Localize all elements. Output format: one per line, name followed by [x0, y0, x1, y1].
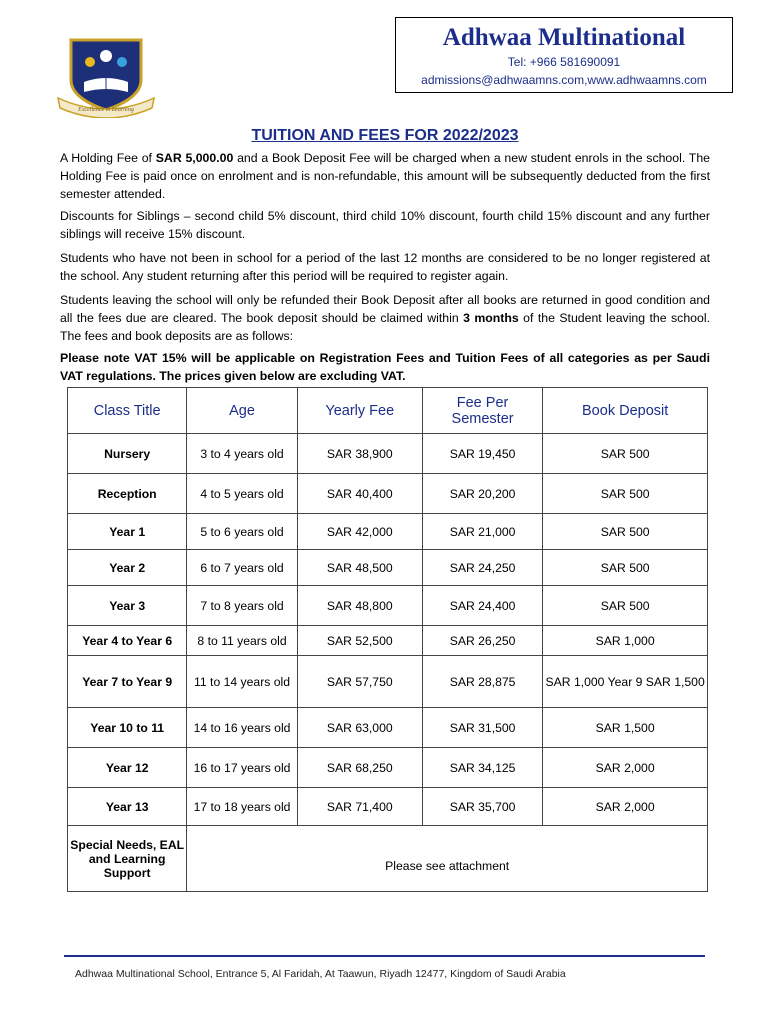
email-website[interactable]: admissions@adhwaamns.com,www.adhwaamns.com	[421, 73, 707, 87]
contact-box	[395, 17, 733, 93]
book-deposit-cell: SAR 500	[543, 586, 708, 626]
header-fee-per-semester: Fee Per Semester	[422, 388, 542, 434]
table-row	[68, 514, 708, 550]
class-title-cell: Reception	[68, 474, 187, 514]
class-title-cell: Year 3	[68, 586, 187, 626]
semester-fee-cell: SAR 28,875	[422, 656, 542, 708]
table-row	[68, 748, 708, 788]
header-class-title: Class Title	[68, 388, 187, 434]
table-row	[68, 708, 708, 748]
vat-note: Please note VAT 15% will be applicable on Registration Fees and Tuition Fees of all categories as per Saudi VAT regulations. The prices given below are excluding VAT.	[60, 351, 710, 383]
yearly-fee-cell: SAR 63,000	[297, 708, 422, 748]
table-row	[68, 550, 708, 586]
semester-fee-cell: SAR 24,400	[422, 586, 542, 626]
logo-motto: Excellence in Learning	[78, 107, 134, 113]
age-cell: 6 to 7 years old	[187, 550, 297, 586]
semester-fee-cell: SAR 26,250	[422, 626, 542, 656]
class-title-cell: Year 10 to 11	[68, 708, 187, 748]
special-needs-row	[68, 826, 708, 892]
age-cell: 3 to 4 years old	[187, 434, 297, 474]
class-title-cell: Year 2	[68, 550, 187, 586]
book-deposit-cell: SAR 500	[543, 514, 708, 550]
age-cell: 11 to 14 years old	[187, 656, 297, 708]
age-cell: 8 to 11 years old	[187, 626, 297, 656]
footer-address: Adhwaa Multinational School, Entrance 5, Al Faridah, At Taawun, Riyadh 12477, Kingdom of Saudi Arabia	[75, 968, 566, 980]
book-deposit-cell: SAR 2,000	[543, 748, 708, 788]
yearly-fee-cell: SAR 40,400	[297, 474, 422, 514]
footer-divider	[64, 955, 705, 957]
book-deposit-cell: SAR 2,000	[543, 788, 708, 826]
book-deposit-cell: SAR 1,000	[543, 626, 708, 656]
age-cell: 17 to 18 years old	[187, 788, 297, 826]
semester-fee-cell: SAR 19,450	[422, 434, 542, 474]
yearly-fee-cell: SAR 48,500	[297, 550, 422, 586]
header-book-deposit: Book Deposit	[543, 388, 708, 434]
class-title-cell: Year 12	[68, 748, 187, 788]
age-cell: 7 to 8 years old	[187, 586, 297, 626]
table-row	[68, 656, 708, 708]
re-registration-paragraph: Students who have not been in school for a period of the last 12 months are considered to be no longer registered at the school. Any student returning after this period will be required to register again.	[60, 251, 710, 283]
age-cell: 4 to 5 years old	[187, 474, 297, 514]
phone-number: Tel: +966 581690091	[507, 55, 621, 69]
yearly-fee-cell: SAR 48,800	[297, 586, 422, 626]
refund-paragraph: Students leaving the school will only be refunded their Book Deposit after all books are returned in good condition and all the fees due are cleared. The book deposit should be claimed within 3 months of the Student leaving the school. The fees and book deposits are as follows:	[60, 293, 710, 343]
semester-fee-cell: SAR 34,125	[422, 748, 542, 788]
school-name: Adhwaa Multinational	[442, 24, 686, 51]
header-age: Age	[187, 388, 297, 434]
book-deposit-cell: SAR 1,500	[543, 708, 708, 748]
semester-fee-cell: SAR 21,000	[422, 514, 542, 550]
semester-fee-cell: SAR 31,500	[422, 708, 542, 748]
yearly-fee-cell: SAR 68,250	[297, 748, 422, 788]
age-cell: 14 to 16 years old	[187, 708, 297, 748]
table-row	[68, 474, 708, 514]
table-row	[68, 434, 708, 474]
age-cell: 5 to 6 years old	[187, 514, 297, 550]
book-deposit-cell: SAR 500	[543, 434, 708, 474]
book-deposit-cell: SAR 500	[543, 474, 708, 514]
yearly-fee-cell: SAR 42,000	[297, 514, 422, 550]
yearly-fee-cell: SAR 71,400	[297, 788, 422, 826]
class-title-cell: Nursery	[68, 434, 187, 474]
class-title-cell: Year 1	[68, 514, 187, 550]
semester-fee-cell: SAR 35,700	[422, 788, 542, 826]
school-logo	[56, 36, 156, 118]
age-cell: 16 to 17 years old	[187, 748, 297, 788]
table-header-row	[68, 388, 708, 434]
special-needs-title: Special Needs, EAL and Learning Support	[68, 826, 187, 892]
special-needs-note: Please see attachment	[187, 826, 708, 892]
sibling-discount-paragraph: Discounts for Siblings – second child 5% discount, third child 10% discount, fourth child 15% discount and any further siblings will receive 15% discount.	[60, 209, 710, 241]
header-yearly-fee: Yearly Fee	[297, 388, 422, 434]
table-row	[68, 788, 708, 826]
semester-fee-cell: SAR 24,250	[422, 550, 542, 586]
yearly-fee-cell: SAR 38,900	[297, 434, 422, 474]
fees-table	[67, 387, 708, 892]
yearly-fee-cell: SAR 57,750	[297, 656, 422, 708]
book-deposit-cell: SAR 1,000 Year 9 SAR 1,500	[543, 656, 708, 708]
page-title: TUITION AND FEES FOR 2022/2023	[251, 127, 519, 144]
class-title-cell: Year 13	[68, 788, 187, 826]
class-title-cell: Year 7 to Year 9	[68, 656, 187, 708]
table-row	[68, 626, 708, 656]
holding-fee-paragraph: A Holding Fee of SAR 5,000.00 and a Book Deposit Fee will be charged when a new student enrols in the school. The Holding Fee is paid once on enrolment and is non-refundable, this amount will be subsequently deducted from the first semester attended.	[60, 151, 710, 201]
table-row	[68, 586, 708, 626]
class-title-cell: Year 4 to Year 6	[68, 626, 187, 656]
book-deposit-cell: SAR 500	[543, 550, 708, 586]
yearly-fee-cell: SAR 52,500	[297, 626, 422, 656]
semester-fee-cell: SAR 20,200	[422, 474, 542, 514]
